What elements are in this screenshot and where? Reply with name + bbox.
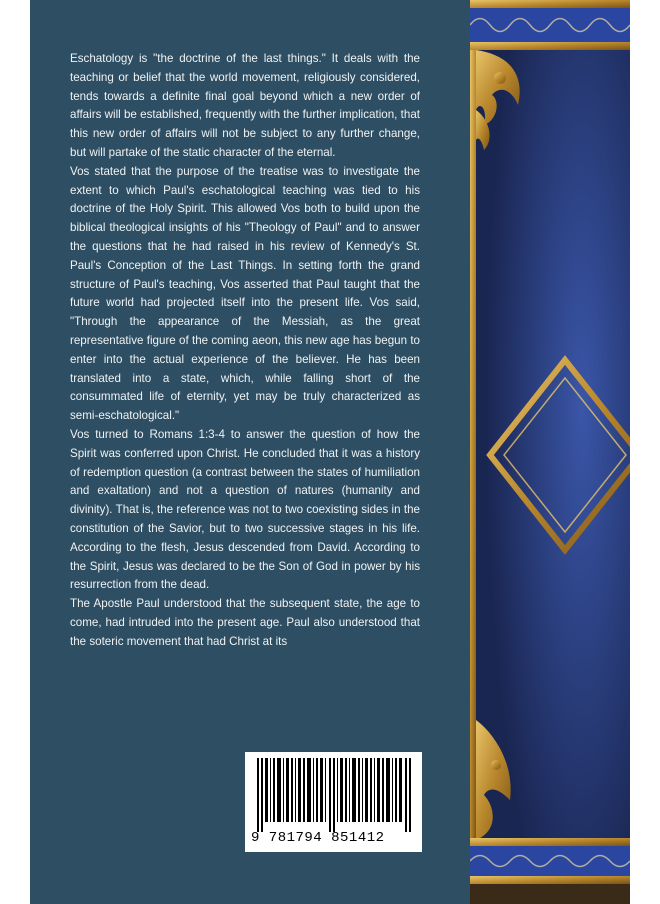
isbn-number: 9 781794 851412: [251, 830, 385, 846]
back-cover-panel: [30, 0, 470, 904]
blurb-paragraph: Eschatology is "the doctrine of the last things." It deals with the teaching or belief that the world movement, religiously considered, tends towards a definite final goal beyond which a new order of affairs will be established, frequently with the further implication, that this new order of affairs will not be subject to any further change, but will partake of the static character of the eternal.: [70, 52, 420, 159]
ornament-frame-image: [470, 0, 630, 904]
isbn-barcode: [245, 752, 422, 852]
blurb-paragraph: Vos stated that the purpose of the treatise was to investigate the extent to which Paul's eschatological teaching was tied to his doctrine of the Holy Spirit. This allowed Vos both to build upon the biblical theological insights of his "Theology of Paul" and to answer the questions that he had raised in his review of Kennedy's St. Paul's Conception of the Last Things. In setting forth the grand structure of Paul's teaching, Vos asserted that Paul taught that the future world had projected itself into the present life. Vos said, "Through the appearance of the Messiah, as the great representative figure of the coming aeon, this new age has begun to enter into the actual experience of the believer. He has been translated into a state, which, while falling short of the consummated life of eternity, yet may be truly characterized as semi-eschatological.": [70, 164, 420, 423]
barcode-bars: [253, 758, 415, 832]
book-back-cover: [30, 0, 630, 904]
blurb-text: [70, 50, 420, 652]
ornamental-artwork: [470, 0, 630, 904]
blurb-paragraph: Vos turned to Romans 1:3-4 to answer the question of how the Spirit was conferred upon Christ. He concluded that it was a history of redemption question (a contrast between the states of humiliation and exaltation) and not a question of natures (humanity and divinity). That is, the reference was not to two coexisting sides in the constitution of the Savior, but to two successive stages in his life. According to the flesh, Jesus descended from David. According to the Spirit, Jesus was declared to be the Son of God in power by his resurrection from the dead.: [70, 427, 420, 592]
blurb-paragraph: The Apostle Paul understood that the subsequent state, the age to come, had intruded into the present age. Paul also understood that the soteric movement that had Christ at its: [70, 597, 420, 648]
